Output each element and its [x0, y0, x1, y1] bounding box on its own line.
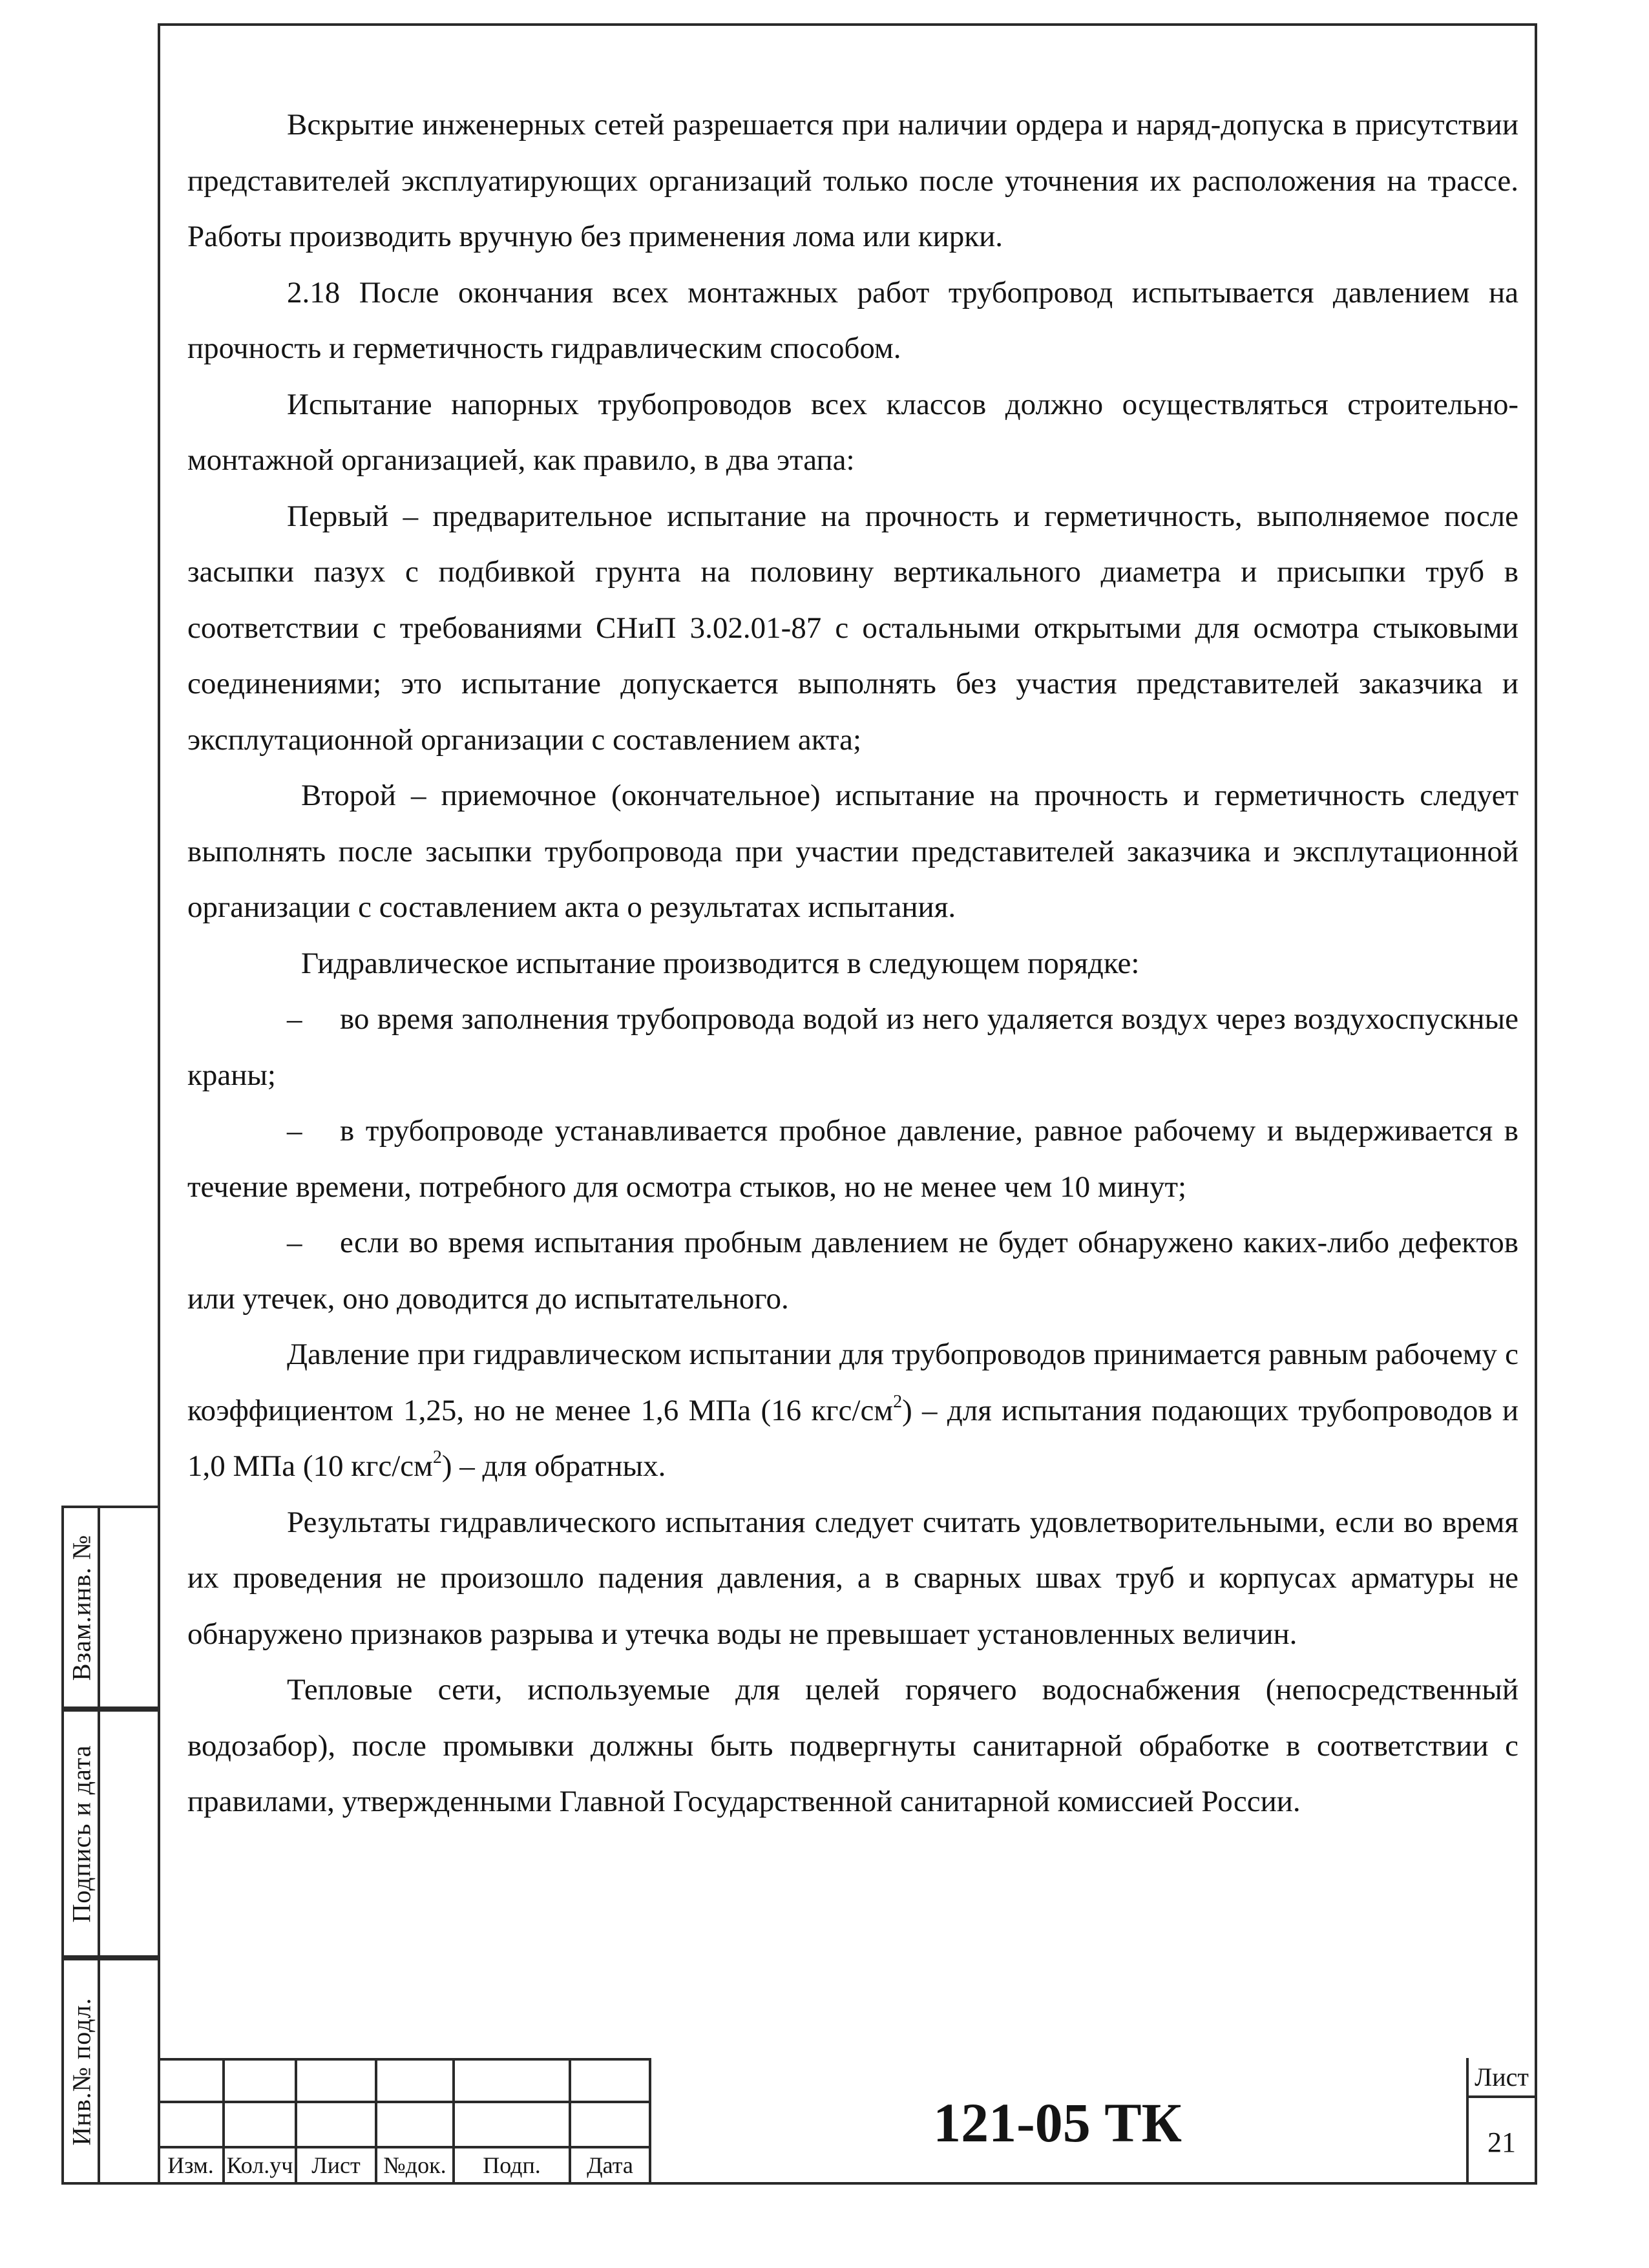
- list-item-no-defects: [187, 1215, 1518, 1327]
- dash-marker: –: [287, 1226, 302, 1259]
- stamp-replacement-inventory: [61, 1506, 158, 1709]
- document-code: 121-05 ТК: [933, 2092, 1182, 2154]
- paragraph-testing-stages: Испытание напорных трубопроводов всех классов должно осуществляться строительно-монтажной организацией, как правило, в два этапа:: [187, 387, 1518, 477]
- label-change: Изм.: [167, 2152, 214, 2178]
- stamp-label-replacement-inventory: Взам.инв. №: [67, 1534, 96, 1681]
- label-quantity: Кол.уч: [226, 2152, 293, 2178]
- title-block-line: [1466, 2095, 1537, 2098]
- document-body: [187, 97, 1518, 1830]
- paragraph-excavation: Вскрытие инженерных сетей разрешается при наличии ордера и наряд-допуска в присутствии представителей эксплуатирующих организаций только после уточнения их расположения на трассе. Работы производить вручную без применения лома или кирки.: [187, 108, 1518, 253]
- label-doc-number: №док.: [383, 2152, 446, 2178]
- stamp-divider: [98, 1960, 100, 2182]
- paragraph-second-stage: Второй – приемочное (окончательное) испытание на прочность и герметичность следует выполнять после засыпки трубопровода при участии представителей заказчика и эксплутационной организации с составлением акта о результатах испытания.: [187, 779, 1518, 924]
- paragraph-first-stage: Первый – предварительное испытание на прочность и герметичность, выполняемое после засыпки пазух с подбивкой грунта на половину вертикального диаметра и присыпки труб в соответствии с требованиями СНиП 3.02.01-87 с остальными открытыми для осмотра стыковыми соединениями; это испытание допускается выполнять без участия представителей заказчика и эксплутационной организации с составлением акта;: [187, 499, 1518, 757]
- title-block: [158, 2058, 1537, 2185]
- list-item-text: если во время испытания пробным давлением не будет обнаружено каких-либо дефектов или утечек, оно доводится до испытательного.: [187, 1226, 1518, 1316]
- paragraph-test-pressure-values: [187, 1327, 1518, 1495]
- pressure-text-part-3: ) – для обратных.: [441, 1449, 666, 1483]
- list-item-air-release: [187, 991, 1518, 1103]
- dash-marker: –: [287, 1002, 302, 1036]
- dash-marker: –: [287, 1114, 302, 1148]
- sheet-number: 21: [1487, 2126, 1516, 2158]
- sheet-label: Лист: [1475, 2063, 1529, 2092]
- stamp-divider: [98, 1712, 100, 1955]
- label-signature: Подп.: [483, 2152, 541, 2178]
- paragraph-hydraulic-order: Гидравлическое испытание производится в следующем порядке:: [301, 946, 1140, 980]
- stamp-divider: [98, 1508, 100, 1706]
- list-item-text: в трубопроводе устанавливается пробное давление, равное рабочему и выдерживается в течение времени, потребного для осмотра стыков, но не менее чем 10 минут;: [187, 1114, 1518, 1204]
- paragraph-2-18: 2.18 После окончания всех монтажных работ трубопровод испытывается давлением на прочность и герметичность гидравлическим способом.: [187, 275, 1518, 365]
- stamp-signature-date: [61, 1709, 158, 1958]
- stamp-label-signature-date: Подпись и дата: [67, 1744, 96, 1923]
- list-item-text: во время заполнения трубопровода водой из него удаляется воздух через воздухоспускные краны;: [187, 1002, 1518, 1092]
- label-sheet: Лист: [311, 2152, 361, 2178]
- pressure-text-part-2: ) – для испытания подающих трубопроводов и 1,0 МПа (10 кгс/см: [187, 1393, 1518, 1483]
- title-block-line: [158, 2101, 649, 2103]
- label-date: Дата: [587, 2152, 633, 2178]
- stamp-label-inventory-original: Инв.№ подл.: [67, 1997, 96, 2145]
- paragraph-sanitary-treatment: Тепловые сети, используемые для целей горячего водоснабжения (непосредственный водозабор), после промывки должны быть подвергнуты санитарной обработке в соответствии с правилами, утвержденными Главной Государственной санитарной комиссией России.: [187, 1673, 1518, 1818]
- list-item-test-pressure: [187, 1103, 1518, 1215]
- paragraph-test-results: Результаты гидравлического испытания следует считать удовлетворительными, если во время их проведения не произошло падения давления, а в сварных швах труб и корпусах арматуры не обнаружено признаков разрыва и утечка воды не превышает установленных величин.: [187, 1505, 1518, 1651]
- superscript-2: 2: [893, 1391, 903, 1412]
- stamp-inventory-original: [61, 1958, 158, 2185]
- title-block-line: [158, 2058, 649, 2061]
- pressure-text-part-1: Давление при гидравлическом испытании для трубопроводов принимается равным рабочему с коэффициентом 1,25, но не менее 1,6 МПа (16 кгс/см: [187, 1338, 1518, 1427]
- superscript-2: 2: [432, 1447, 442, 1467]
